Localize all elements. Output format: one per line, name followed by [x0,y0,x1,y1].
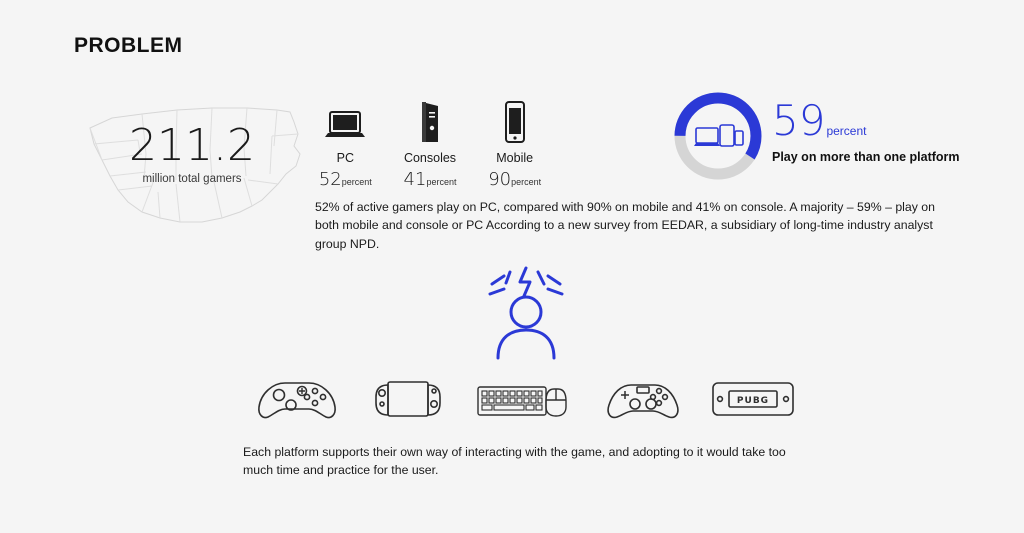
total-gamers-caption: million total gamers [142,173,242,185]
donut-unit: percent [826,124,867,138]
donut-value: 59 [772,96,826,145]
platform-mobile [484,92,545,190]
platform-pc [315,92,376,190]
mobile-gamepad-icon [711,377,795,421]
console-tower-icon [400,92,461,144]
platform-consoles-value [400,169,461,190]
frustrated-user-icon [480,262,572,362]
platform-pc-value [315,169,376,190]
platform-pc-label: PC [336,151,355,165]
platform-pc-number: 52 [318,169,342,190]
platform-paragraph: Each platform supports their own way of interacting with the game, and adopting to it would take too much time and practice for the user. [243,445,786,478]
platform-consoles-number: 41 [403,169,427,190]
controllers-row [255,368,795,430]
platform-consoles-unit: percent [426,177,457,187]
mobile-gamepad-label: PUBG [736,396,770,406]
xbox-controller-icon [255,371,339,427]
donut-text-group [772,96,960,164]
total-gamers-block [72,88,312,238]
playstation-controller-icon [601,371,685,427]
platform-consoles [400,92,461,190]
donut-chart [670,88,766,184]
platform-consoles-label: Consoles [403,151,457,165]
total-gamers-value: 211.2 [129,120,255,171]
platform-stats-group [315,92,545,190]
stats-paragraph: 52% of active gamers play on PC, compared with 90% on mobile and 41% on console. A majority – 59% – play on both mobile and console or PC According to a new survey from EEDAR, a subsidiary of long-time industry analyst group NPD. [315,200,935,251]
donut-caption: Play on more than one platform [772,150,960,164]
platform-mobile-number: 90 [488,169,512,190]
nintendo-switch-icon [366,373,450,425]
platform-pc-unit: percent [341,177,372,187]
platform-mobile-label: Mobile [496,151,534,165]
total-gamers-stat [72,120,312,185]
multiplatform-donut-block [670,88,960,188]
page-title: PROBLEM [74,34,183,57]
laptop-icon [315,92,376,144]
keyboard-mouse-icon [476,375,574,423]
multi-device-icon [694,122,744,152]
platform-mobile-unit: percent [511,177,542,187]
platform-mobile-value [484,169,545,190]
smartphone-icon [484,92,545,144]
